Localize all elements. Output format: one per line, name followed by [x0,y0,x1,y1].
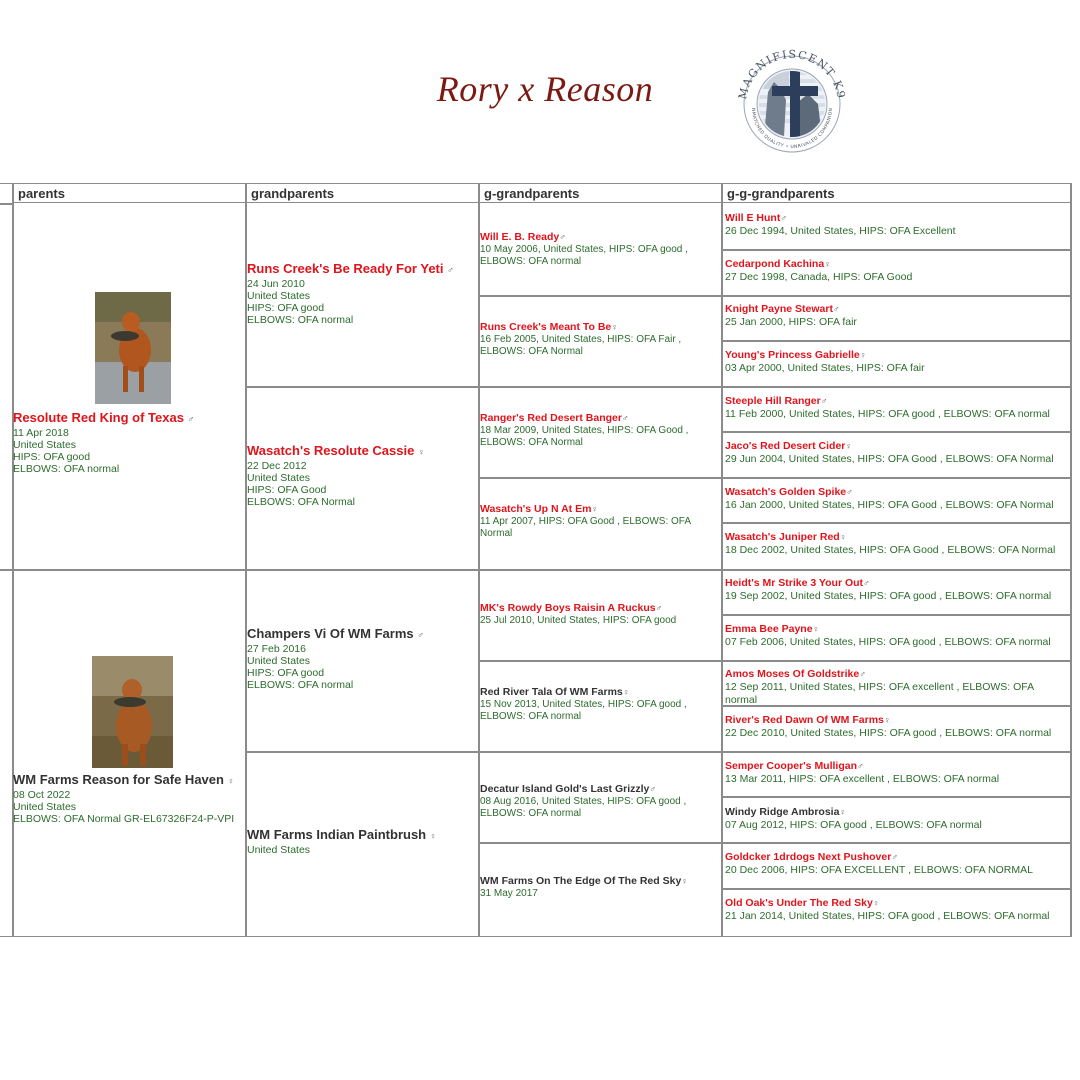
gg-grandparent-info: 22 Dec 2010, United States, HIPS: OFA good , ELBOWS: OFA normal [725,727,1052,739]
gg-grandparent-entry [725,530,1068,557]
great-grandparent-info: 25 Jul 2010, United States, HIPS: OFA good [480,615,677,626]
grandparent-info-line: 24 Jun 2010 [247,278,305,290]
grandparent-info-line: ELBOWS: OFA normal [247,679,354,691]
gg-grandparent-info: 21 Jan 2014, United States, HIPS: OFA good , ELBOWS: OFA normal [725,910,1050,922]
grandparent-name[interactable]: WM Farms Indian Paintbrush [247,827,427,842]
gg-grandparent-entry [725,759,1068,786]
grandparent-info-line: United States [247,655,311,667]
grandparent-entry [247,261,475,326]
gg-grandparent-name[interactable]: Windy Ridge Ambrosia [725,806,840,818]
great-grandparent-info: 10 May 2006, United States, HIPS: OFA good , ELBOWS: OFA normal [480,244,688,267]
male-icon: ♂ [417,630,425,640]
great-grandparent-entry [480,502,718,540]
grandparent-info-line: United States [247,844,311,856]
gg-grandparent-name[interactable]: Semper Cooper's Mulligan [725,760,858,772]
grandparent-name[interactable]: Champers Vi Of WM Farms [247,626,414,641]
dam-name[interactable]: WM Farms Reason for Safe Haven [13,772,224,787]
pedigree-table [0,183,1072,937]
gg-grandparent-info: 03 Apr 2000, United States, HIPS: OFA fair [725,362,925,374]
great-grandparent-name[interactable]: WM Farms On The Edge Of The Red Sky [480,875,682,887]
great-grandparent-entry [480,782,718,820]
dam-entry [13,772,243,825]
great-grandparent-info: 16 Feb 2005, United States, HIPS: OFA Fair , ELBOWS: OFA Normal [480,334,682,357]
grandparent-info-line: United States [247,290,311,302]
gg-grandparent-info: 07 Feb 2006, United States, HIPS: OFA good , ELBOWS: OFA normal [725,636,1051,648]
grandparent-info-line: HIPS: OFA Good [247,484,327,496]
male-icon: ♂ [820,396,828,406]
male-icon: ♂ [857,761,864,771]
gg-grandparent-name[interactable]: Old Oak's Under The Red Sky [725,897,873,909]
male-icon: ♂ [447,265,454,275]
logo-bottom-text: NMATCHED QUALITY • UNRIVALED COMPANION [749,107,835,151]
gg-grandparent-info: 29 Jun 2004, United States, HIPS: OFA Good , ELBOWS: OFA Normal [725,453,1054,465]
male-icon: ♂ [832,304,840,314]
gg-grandparent-info: 07 Aug 2012, HIPS: OFA good , ELBOWS: OFA normal [725,819,982,831]
gg-grandparent-name[interactable]: Emma Bee Payne [725,623,813,635]
gg-grandparent-info: 13 Mar 2011, HIPS: OFA excellent , ELBOWS: OFA normal [725,773,1000,785]
gg-grandparent-name[interactable]: Cedarpond Kachina [725,258,825,270]
female-icon: ♀ [611,322,618,332]
grandparent-info-line: ELBOWS: OFA Normal [247,496,355,508]
header-grandparents: grandparents [246,184,479,203]
grandparent-info-line: HIPS: OFA good [247,667,325,679]
male-icon: ♂ [655,603,663,613]
great-grandparent-entry [480,411,718,449]
male-icon: ♂ [780,213,788,223]
gg-grandparent-name[interactable]: Steeple Hill Ranger [725,395,821,407]
gg-grandparent-entry [725,667,1068,707]
female-icon: ♀ [845,441,853,451]
gg-grandparent-name[interactable]: Wasatch's Golden Spike [725,486,847,498]
logo-top-text: MAGNIFISCENT K9 [735,47,848,101]
gg-grandparent-entry [725,850,1068,877]
gg-grandparent-entry [725,211,1068,238]
gg-grandparent-name[interactable]: Jaco's Red Desert Cider [725,440,846,452]
gg-grandparent-name[interactable]: Knight Payne Stewart [725,303,833,315]
header-g-grandparents: g-grandparents [479,184,722,203]
gg-grandparent-info: 26 Dec 1994, United States, HIPS: OFA Excellent [725,225,956,237]
gg-grandparent-entry [725,576,1068,603]
male-icon: ♂ [559,232,567,242]
male-icon: ♂ [859,669,866,679]
gg-grandparent-entry [725,485,1068,512]
great-grandparent-info: 31 May 2017 [480,888,538,899]
great-grandparent-name[interactable]: Runs Creek's Meant To Be [480,321,612,333]
sire-name[interactable]: Resolute Red King of Texas [13,410,184,425]
gg-grandparent-name[interactable]: Young's Princess Gabrielle [725,349,860,361]
grandparent-info-line: 27 Feb 2016 [247,643,306,655]
dam-birthdate: 08 Oct 2022 [13,789,71,801]
magnifiscent-k9-logo [724,42,860,154]
gg-grandparent-entry [725,713,1068,740]
great-grandparent-name[interactable]: Will E. B. Ready [480,231,560,243]
gg-grandparent-entry [725,622,1068,649]
gg-grandparent-name[interactable]: Will E Hunt [725,212,781,224]
gg-grandparent-info: 19 Sep 2002, United States, HIPS: OFA good , ELBOWS: OFA normal [725,590,1052,602]
dam-photo [92,656,173,768]
grandparent-info-line: United States [247,472,311,484]
header-g-g-grandparents: g-g-grandparents [722,184,1072,203]
gg-grandparent-entry [725,257,1068,284]
male-icon: ♂ [187,414,195,424]
female-icon: ♀ [227,776,235,786]
grandparent-info-line: HIPS: OFA good [247,302,325,314]
sire-hips: HIPS: OFA good [13,451,91,463]
great-grandparent-name[interactable]: Red River Tala Of WM Farms [480,686,623,698]
sire-elbows: ELBOWS: OFA normal [13,463,120,475]
grandparent-name[interactable]: Runs Creek's Be Ready For Yeti [247,261,444,276]
dam-elbows: ELBOWS: OFA Normal GR-EL67326F24-P-VPI [13,813,235,825]
great-grandparent-info: 11 Apr 2007, HIPS: OFA Good , ELBOWS: OFA Normal [480,516,691,539]
female-icon: ♀ [859,350,867,360]
gg-grandparent-info: 16 Jan 2000, United States, HIPS: OFA Good , ELBOWS: OFA Normal [725,499,1054,511]
male-icon: ♂ [863,578,870,588]
header-parents: parents [13,184,246,203]
great-grandparent-info: 08 Aug 2016, United States, HIPS: OFA good , ELBOWS: OFA normal [480,796,687,819]
male-icon: ♂ [846,487,853,497]
gg-grandparent-name[interactable]: Heidt's Mr Strike 3 Your Out [725,577,864,589]
page-title: Rory x Reason [436,69,654,109]
female-icon: ♀ [839,807,847,817]
gg-grandparent-name[interactable]: Goldcker 1drdogs Next Pushover [725,851,892,863]
great-grandparent-entry [480,320,718,358]
grandparent-name[interactable]: Wasatch's Resolute Cassie [247,443,415,458]
great-grandparent-entry [480,685,718,723]
gg-grandparent-info: 25 Jan 2000, HIPS: OFA fair [725,316,857,328]
gg-grandparent-entry [725,896,1068,923]
great-grandparent-entry [480,874,718,900]
gg-grandparent-entry [725,805,1068,832]
female-icon: ♀ [622,687,630,697]
female-icon: ♀ [417,447,425,457]
female-icon: ♀ [872,898,880,908]
sire-entry [13,410,243,475]
gg-grandparent-info: 11 Feb 2000, United States, HIPS: OFA good , ELBOWS: OFA normal [725,408,1050,420]
great-grandparent-entry [480,230,718,268]
grandparent-entry [247,443,475,508]
male-icon: ♂ [621,413,629,423]
male-icon: ♂ [891,852,899,862]
grandparent-entry [247,626,475,691]
female-icon: ♀ [883,715,891,725]
male-icon: ♂ [649,784,657,794]
gg-grandparent-name[interactable]: River's Red Dawn Of WM Farms [725,714,884,726]
female-icon: ♀ [591,504,599,514]
gg-grandparent-entry [725,394,1068,421]
grandparent-info-line: 22 Dec 2012 [247,460,307,472]
gg-grandparent-info: 18 Dec 2002, United States, HIPS: OFA Good , ELBOWS: OFA Normal [725,544,1056,556]
dam-country: United States [13,801,77,813]
female-icon: ♀ [681,876,689,886]
sire-birthdate: 11 Apr 2018 [13,427,69,439]
gg-grandparent-info: 27 Dec 1998, Canada, HIPS: OFA Good [725,271,913,283]
female-icon: ♀ [824,259,831,269]
great-grandparent-info: 15 Nov 2013, United States, HIPS: OFA good , ELBOWS: OFA normal [480,699,687,722]
great-grandparent-entry [480,601,718,627]
great-grandparent-name[interactable]: Wasatch's Up N At Em [480,503,592,515]
grandparent-entry [247,827,475,856]
gg-grandparent-entry [725,302,1068,329]
gg-grandparent-name[interactable]: Amos Moses Of Goldstrike [725,668,860,680]
great-grandparent-name[interactable]: Decatur Island Gold's Last Grizzly [480,783,650,795]
great-grandparent-info: 18 Mar 2009, United States, HIPS: OFA Good , ELBOWS: OFA Normal [480,425,689,448]
gg-grandparent-entry [725,439,1068,466]
sire-country: United States [13,439,77,451]
gg-grandparent-info: 20 Dec 2006, HIPS: OFA EXCELLENT , ELBOWS: OFA NORMAL [725,864,1033,876]
female-icon: ♀ [429,831,437,841]
sire-photo [95,292,171,404]
gg-grandparent-info: 12 Sep 2011, United States, HIPS: OFA excellent , ELBOWS: OFA normal [725,681,1034,706]
female-icon: ♀ [812,624,820,634]
gg-grandparent-entry [725,348,1068,375]
female-icon: ♀ [839,532,847,542]
grandparent-info-line: ELBOWS: OFA normal [247,314,354,326]
gg-grandparent-name[interactable]: Wasatch's Juniper Red [725,531,840,543]
great-grandparent-name[interactable]: MK's Rowdy Boys Raisin A Ruckus [480,602,656,614]
great-grandparent-name[interactable]: Ranger's Red Desert Banger [480,412,622,424]
